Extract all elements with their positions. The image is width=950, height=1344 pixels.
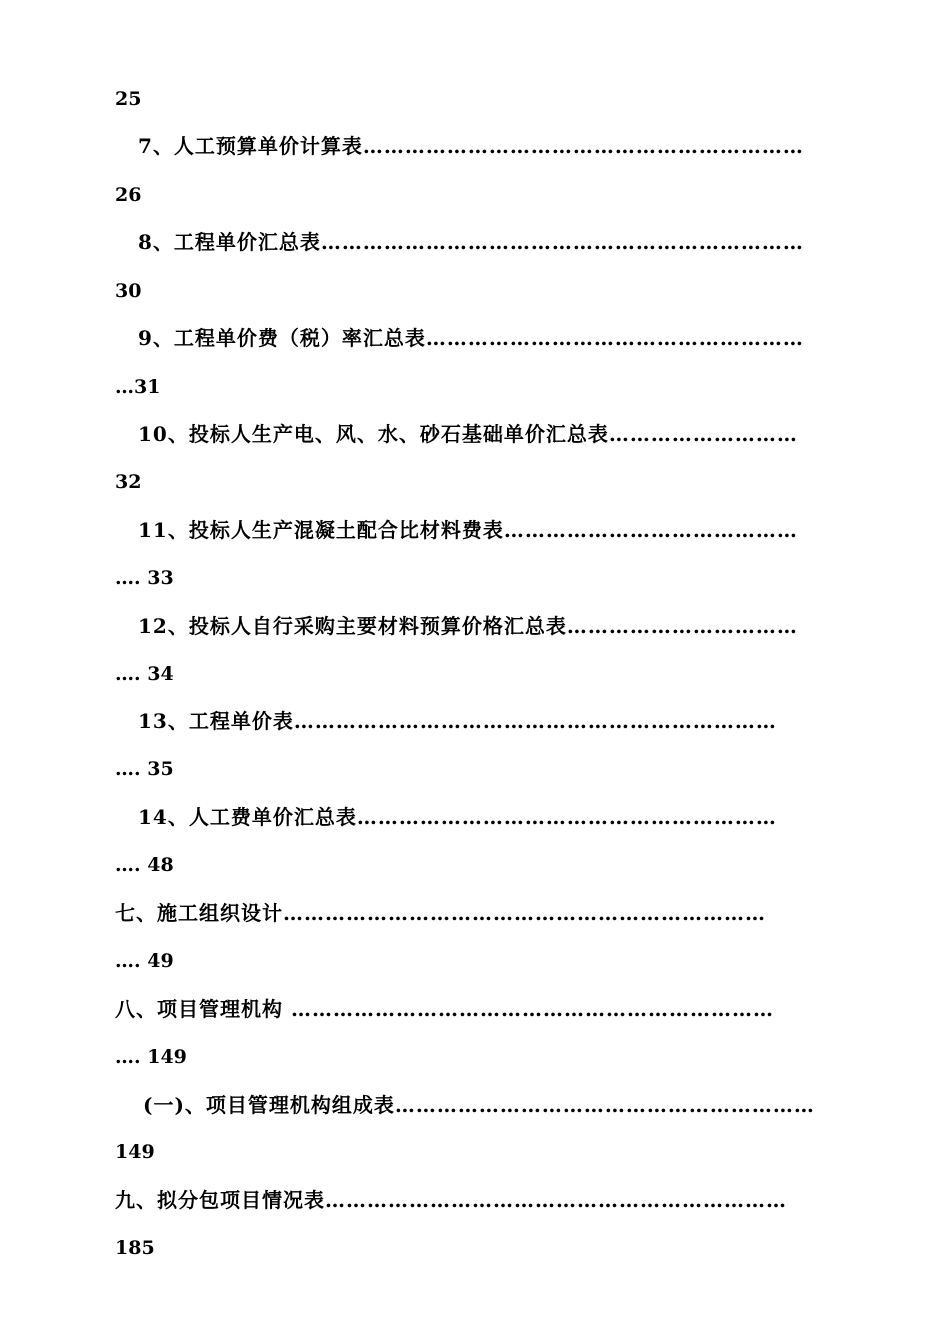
toc-entry-main-material-price-summary[interactable]: 12、投标人自行采购主要材料预算价格汇总表…………………………… [138, 614, 798, 638]
toc-page-number: 30 [115, 280, 142, 302]
toc-entry-labor-budget-unit-price[interactable]: 7、人工预算单价计算表……………………………………………………… [138, 134, 804, 158]
toc-entry-fee-tax-rate-summary[interactable]: 9、工程单价费（税）率汇总表……………………………………………… [138, 326, 804, 350]
toc-page-number: 26 [115, 184, 142, 206]
toc-page-number: …. 33 [115, 567, 174, 589]
toc-page-number: …. 34 [115, 663, 174, 685]
toc-page-number: …. 149 [115, 1046, 187, 1068]
toc-page-number: 25 [115, 88, 142, 110]
toc-page-number: 32 [115, 471, 142, 493]
toc-entry-construction-organization-design[interactable]: 七、施工组织设计…………………………………………………………… [115, 901, 766, 925]
toc-entry-project-unit-price-table[interactable]: 13、工程单价表…………………………………………………………… [138, 709, 777, 733]
toc-page-number: …31 [115, 376, 161, 398]
toc-entry-labor-cost-unit-price-summary[interactable]: 14、人工费单价汇总表…………………………………………………… [138, 805, 777, 829]
toc-entry-project-unit-price-summary[interactable]: 8、工程单价汇总表…………………………………………………………… [138, 230, 804, 254]
toc-page-number: …. 49 [115, 950, 174, 972]
toc-page-number: 185 [115, 1237, 155, 1259]
toc-page-number: 149 [115, 1141, 155, 1163]
toc-entry-basic-unit-price-summary[interactable]: 10、投标人生产电、风、水、砂石基础单价汇总表……………………… [138, 422, 798, 446]
toc-page-number: …. 48 [115, 854, 174, 876]
toc-page-number: …. 35 [115, 758, 174, 780]
toc-entry-proposed-subcontract-items[interactable]: 九、拟分包项目情况表………………………………………………………… [115, 1188, 787, 1212]
toc-entry-concrete-mix-material-cost[interactable]: 11、投标人生产混凝土配合比材料费表…………………………………… [138, 518, 798, 542]
toc-entry-project-management-organization[interactable]: 八、项目管理机构 …………………………………………………………… [115, 997, 774, 1021]
toc-entry-management-organization-composition[interactable]: (一)、项目管理机构组成表…………………………………………………… [143, 1093, 815, 1117]
